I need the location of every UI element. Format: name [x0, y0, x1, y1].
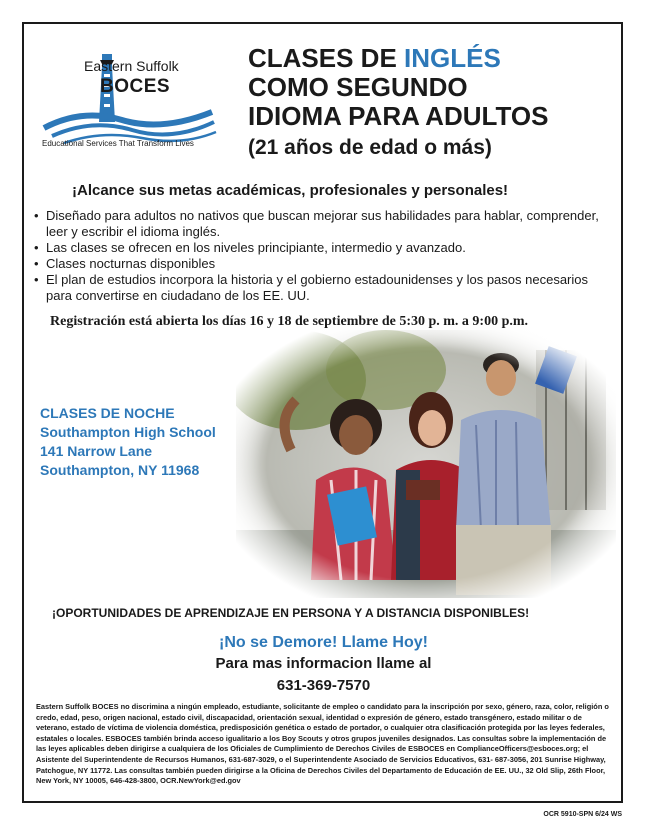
document-code: OCR 5910-SPN 6/24 WS: [543, 811, 622, 818]
students-photo: [236, 330, 616, 598]
list-item: • Las clases se ofrecen en los niveles principiante, intermedio y avanzado.: [32, 240, 612, 256]
logo-name: Eastern Suffolk: [84, 58, 179, 74]
call-headline: ¡No se Demore! Llame Hoy!: [219, 634, 428, 651]
title-line3: IDIOMA PARA ADULTOS: [248, 101, 549, 131]
location-street: 141 Narrow Lane: [40, 443, 153, 459]
logo-brand: BOCES: [100, 76, 171, 97]
title-line1-prefix: CLASES DE: [248, 43, 405, 73]
title-line2: COMO SEGUNDO: [248, 72, 468, 102]
location-label: CLASES DE NOCHE: [40, 405, 175, 421]
list-item: • Diseñado para adultos no nativos que buscan mejorar sus habilidades para hablar, comprender, leer y escribir el idioma inglés.: [32, 208, 612, 240]
list-item: • El plan de estudios incorpora la historia y el gobierno estadounidenses y los pasos necesarios para convertirse en ciudadano de los EE. UU.: [32, 272, 612, 304]
logo-tagline: Educational Services That Transform Lives: [42, 139, 194, 148]
opportunities-banner: ¡OPORTUNIDADES DE APRENDIZAJE EN PERSONA Y A DISTANCIA DISPONIBLES!: [52, 606, 530, 620]
phone-number: 631-369-7570: [276, 677, 371, 694]
location-school: Southampton High School: [40, 424, 216, 440]
title-line1-highlight: INGLÉS: [404, 43, 501, 73]
list-item: • Clases nocturnas disponibles: [32, 256, 612, 272]
call-info: Para mas informacion llame al: [215, 655, 432, 672]
nondiscrimination-notice: Eastern Suffolk BOCES no discrimina a ningún empleado, estudiante, solicitante de empleo o candidato para la inscripción por sexo, género, raza, color, religión o credo, edad, peso, origen nacional, estado civil, discapacidad, orientación sexual, identidad o expresión de género, estado transgénero, estado militar o de veterano, estado de víctima de violencia doméstica, predisposición genética o estado de portador, o cualquier otra clasificación protegida por las leyes federales, estatales o locales. ESBOCES también brinda acceso igualitario a los Boy Scouts y otros grupos juveniles designados. Las consultas sobre la implementación de las leyes aplicables deben dirigirse a cualquiera de los Oficiales de Cumplimiento de Derechos Civiles de ESBOCES en ComplianceOfficers@esboces.org; el Asistente del Superintendente de Recursos Humanos, 631-687-3029, o el Superintendente Asociado de Servicios Educativos, 631- 687-3056, 201 Sunrise Highway, Patchogue, NY 11772. Las consultas también pueden dirigirse a la Oficina de Derechos Civiles del Departamento de Educación de EE. UU., 32 Old Slip, 26th Floor, New York, NY 10005, 646-428-3800, OCR.NewYork@ed.gov: [36, 702, 609, 786]
location-city: Southampton, NY 11968: [40, 462, 200, 478]
goals-tagline: ¡Alcance sus metas académicas, profesionales y personales!: [72, 182, 509, 199]
features-list: [32, 208, 612, 304]
age-subtitle: (21 años de edad o más): [248, 136, 492, 159]
registration-notice: Registración está abierta los días 16 y 18 de septiembre de 5:30 p. m. a 9:00 p.m.: [50, 314, 529, 329]
class-location: [40, 404, 216, 480]
flyer-title: [248, 44, 608, 131]
